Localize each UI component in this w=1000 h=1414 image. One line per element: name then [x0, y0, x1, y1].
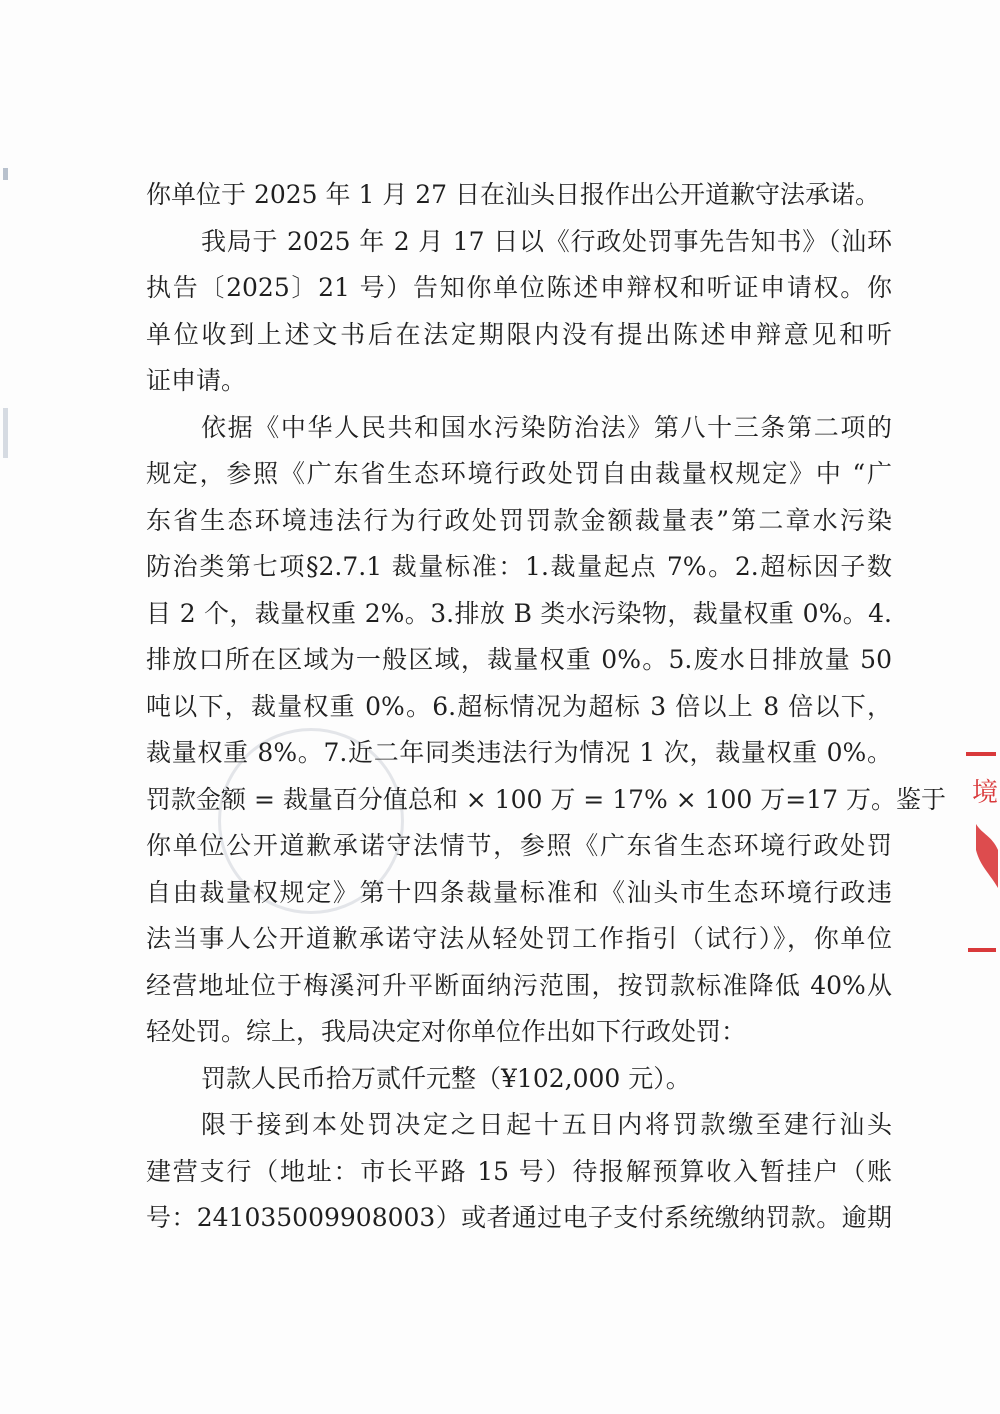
paragraph-line: 裁量权重 8%。7.近二年同类违法行为情况 1 次，裁量权重 0%。 [146, 738, 892, 767]
paragraph-line: 目 2 个，裁量权重 2%。3.排放 B 类水污染物，裁量权重 0%。4. [146, 598, 892, 628]
scan-artifact [3, 168, 8, 180]
paragraph-line: 建营支行（地址：市长平路 15 号）待报解预算收入暂挂户（账 [146, 1156, 892, 1186]
paragraph-line: 限于接到本处罚决定之日起十五日内将罚款缴至建行汕头 [201, 1110, 892, 1139]
paragraph-line: 吨以下，裁量权重 0%。6.超标情况为超标 3 倍以上 8 倍以下， [146, 691, 892, 721]
paragraph-line: 轻处罚。综上，我局决定对你单位作出如下行政处罚： [146, 1017, 747, 1046]
paragraph-line: 经营地址位于梅溪河升平断面纳污范围，按罚款标准降低 40%从 [146, 970, 892, 1000]
paragraph-line: 防治类第七项§2.7.1 裁量标准：1.裁量起点 7%。2.超标因子数 [146, 552, 892, 581]
paragraph-line: 执告〔2025〕21 号）告知你单位陈述申辩权和听证申请权。你 [146, 273, 892, 302]
paragraph-line: 法当事人公开道歉承诺守法从轻处罚工作指引（试行）》，你单位 [146, 924, 892, 953]
paragraph-line: 规定，参照《广东省生态环境行政处罚自由裁量权规定》中 “广 [146, 459, 892, 488]
paragraph-line: 号：241035009908003）或者通过电子支付系统缴纳罚款。逾期 [146, 1203, 892, 1232]
paragraph-line: 罚款人民币拾万贰仟元整（¥102,000 元）。 [201, 1063, 691, 1093]
paragraph-line: 你单位公开道歉承诺守法情节，参照《广东省生态环境行政处罚 [146, 831, 892, 860]
paragraph-line: 证申请。 [146, 366, 247, 395]
paragraph-line: 自由裁量权规定》第十四条裁量标准和《汕头市生态环境行政违 [146, 877, 892, 907]
paragraph-line: 排放口所在区域为一般区域，裁量权重 0%。5.废水日排放量 50 [146, 645, 892, 674]
paragraph-line: 你单位于 2025 年 1 月 27 日在汕头日报作出公开道歉守法承诺。 [146, 180, 881, 209]
paragraph-line: 依据《中华人民共和国水污染防治法》第八十三条第二项的 [201, 412, 892, 442]
scan-artifact [3, 408, 8, 458]
document-body [146, 172, 946, 1242]
paragraph-line: 我局于 2025 年 2 月 17 日以《行政处罚事先告知书》（汕环 [201, 226, 892, 256]
paragraph-line: 罚款金额 = 裁量百分值总和 × 100 万 = 17% × 100 万=17 万。鉴于 [146, 784, 946, 814]
stamp-char: 境 [972, 778, 999, 808]
paragraph-line: 东省生态环境违法行为行政处罚罚款金额裁量表”第二章水污染 [146, 505, 892, 535]
paragraph-line: 单位收到上述文书后在法定期限内没有提出陈述申辩意见和听 [146, 319, 892, 349]
